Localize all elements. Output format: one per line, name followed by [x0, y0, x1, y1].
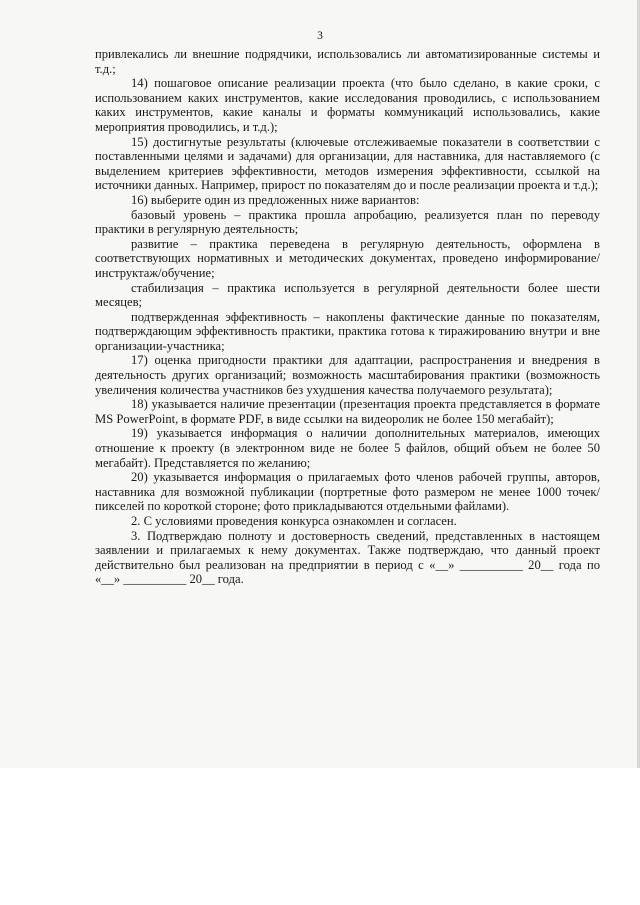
- paragraph-item-20: 20) указывается информация о прилагаемых фото членов рабочей группы, авторов, наставника для возможной публикации (портретные фото размером не менее 1000 точек/пикселей по короткой стороне; фото прикладываются отдельными файлами).: [95, 470, 600, 514]
- document-body: [95, 47, 600, 587]
- paragraph-item-16: 16) выберите один из предложенных ниже вариантов:: [131, 192, 420, 207]
- paragraph-item-15: 15) достигнутые результаты (ключевые отслеживаемые показатели в соответствии с поставленными целями и задачами) для организации, для наставника, для наставляемого (с выделением критериев эффективности, методов измерения эффективности, ссылкой на источники данных. Например, прирост по показателям до и после реализации проекта и т.д.);: [95, 134, 600, 193]
- paragraph-option-basic: базовый уровень – практика прошла апробацию, реализуется план по переводу практики в регулярную деятельность;: [95, 207, 600, 237]
- paragraph-section-2: 2. С условиями проведения конкурса ознакомлен и согласен.: [131, 514, 457, 528]
- paragraph-option-development: развитие – практика переведена в регулярную деятельность, оформлена в соответствующих нормативных и методических документах, проведено информирование/инструктаж/обучение;: [95, 236, 600, 280]
- paragraph-item-14: 14) пошаговое описание реализации проекта (что было сделано, в какие сроки, с использованием каких инструментов, какие исследования проводились, с использованием каких инструментов, какие каналы и форматы коммуникаций использовались, какие мероприятия проводились, и т.д.);: [95, 76, 600, 134]
- paragraph-item-19: 19) указывается информация о наличии дополнительных материалов, имеющих отношение к проекту (в электронном виде не более 5 файлов, общий объем не более 50 мегабайт). Представляется по желанию;: [95, 426, 600, 470]
- paragraph-continuation: привлекались ли внешние подрядчики, использовались ли автоматизированные системы и т.д.;: [95, 47, 600, 76]
- paragraph-item-17: 17) оценка пригодности практики для адаптации, распространения и внедрения в деятельность других организаций; возможность масштабирования практики (возможность увеличения количества участников без ухудшения качества получаемого результата);: [95, 353, 600, 397]
- paragraph-option-stabilization: стабилизация – практика используется в регулярной деятельности более шести месяцев;: [95, 280, 600, 310]
- page-number: 3: [317, 30, 323, 42]
- paragraph-section-3: 3. Подтверждаю полноту и достоверность сведений, представленных в настоящем заявлении и прилагаемых к нему документах. Также подтверждаю, что данный проект действительно был реализован на предприятии в период с «__» __________ 20__ года по «__» __________ 20__ года.: [95, 528, 600, 587]
- paragraph-option-confirmed: подтвержденная эффективность – накоплены фактические данные по показателям, подтверждающим эффективность практики, практика готова к тиражированию внутри и вне организации-участника;: [95, 309, 600, 353]
- paragraph-item-18: 18) указывается наличие презентации (презентация проекта представляется в формате MS PowerPoint, в формате PDF, в виде ссылки на видеоролик не более 150 мегабайт);: [95, 397, 600, 426]
